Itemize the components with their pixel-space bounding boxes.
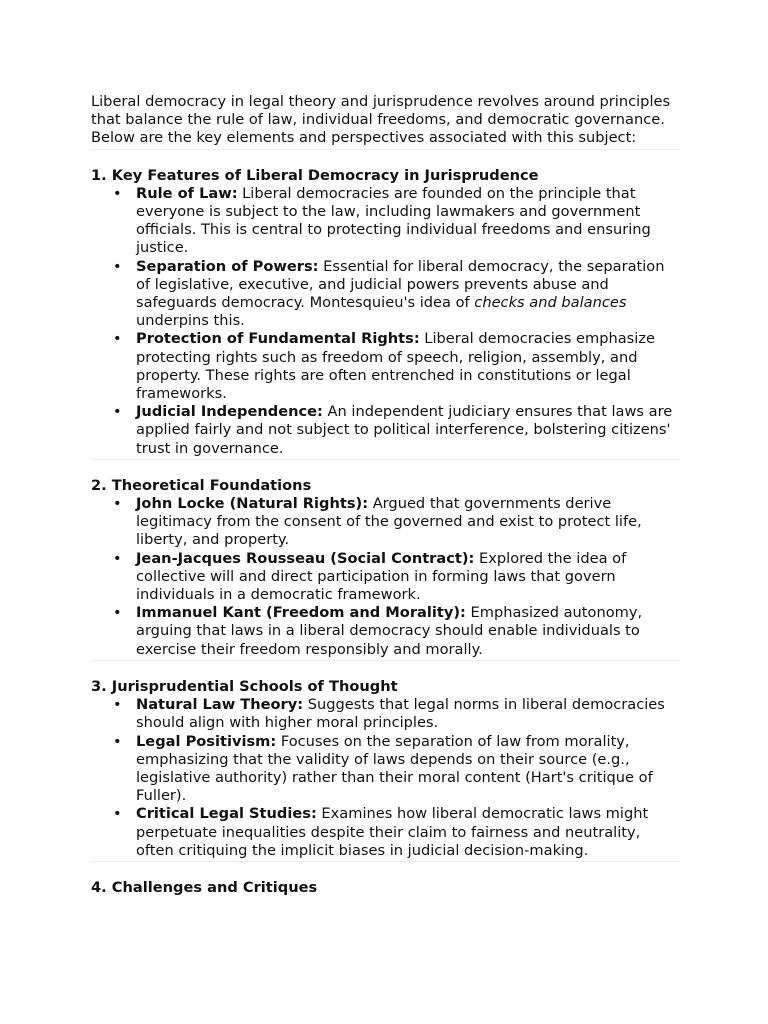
section-challenges	[91, 879, 679, 897]
section-title: 4. Challenges and Critiques	[91, 878, 318, 896]
item-term: Separation of Powers:	[136, 257, 319, 275]
item-term: Immanuel Kant (Freedom and Morality):	[136, 604, 466, 622]
item-text: An independent judiciary ensures that laws are applied fairly and not subject to political interference, bolstering citizens' trust in governance.	[136, 403, 673, 457]
bullet-icon: •	[113, 330, 122, 348]
item-text: Focuses on the separation of law from morality, emphasizing that the validity of laws depends on their source (e.g., legislative authority) rather than their moral content (Hart's critique of Fuller).	[136, 732, 653, 805]
item-text: Essential for liberal democracy, the separation of legislative, executive, and judicial powers prevents abuse and safeguards democracy. Montesquieu's idea of	[136, 257, 665, 312]
section-title: 2. Theoretical Foundations	[91, 476, 312, 494]
item-text: Liberal democracies emphasize protecting rights such as freedom of speech, religion, assembly, and property. These rights are often entrenched in constitutions or legal frameworks.	[136, 330, 655, 403]
list-item	[113, 495, 679, 550]
item-text: Suggests that legal norms in liberal democracies should align with higher moral principles.	[136, 696, 665, 732]
list-item	[113, 330, 679, 403]
list-item	[113, 805, 679, 860]
section-divider	[91, 459, 679, 460]
item-text-continued: underpins this.	[136, 312, 245, 330]
list-item	[113, 257, 679, 331]
bullet-icon: •	[113, 257, 122, 275]
section-schools-of-thought	[91, 678, 679, 860]
bullet-icon: •	[113, 604, 122, 622]
item-term: John Locke (Natural Rights):	[136, 495, 369, 513]
bullet-list	[91, 495, 679, 659]
bullet-icon: •	[113, 495, 122, 513]
list-item	[113, 732, 679, 806]
item-text: Emphasized autonomy, arguing that laws in a liberal democracy should enable individuals to exercise their freedom responsibly and morally.	[136, 604, 643, 658]
list-item	[113, 696, 679, 732]
list-item	[113, 604, 679, 659]
section-divider	[91, 861, 679, 862]
list-item	[113, 184, 679, 258]
item-term: Critical Legal Studies:	[136, 805, 317, 823]
bullet-list	[91, 185, 679, 458]
bullet-icon: •	[113, 549, 122, 567]
intro-paragraph: Liberal democracy in legal theory and jurisprudence revolves around principles that balance the rule of law, individual freedoms, and democratic governance. Below are the key elements and perspectives associated with this subject:	[91, 93, 671, 147]
section-title: 1. Key Features of Liberal Democracy in Jurisprudence	[91, 166, 539, 184]
bullet-icon: •	[113, 403, 122, 421]
bullet-icon: •	[113, 696, 122, 714]
item-term: Judicial Independence:	[136, 403, 323, 421]
item-text: Liberal democracies are founded on the principle that everyone is subject to the law, including lawmakers and government officials. This is central to protecting individual freedoms and ensuring justice.	[136, 184, 651, 257]
item-text: Explored the idea of collective will and direct participation in forming laws that govern individuals in a democratic framework.	[136, 549, 627, 604]
item-term: Legal Positivism:	[136, 732, 277, 750]
section-key-features	[91, 167, 679, 458]
section-divider	[91, 660, 679, 661]
item-term: Natural Law Theory:	[136, 696, 304, 714]
list-item	[113, 403, 679, 458]
document-body	[91, 93, 679, 897]
bullet-icon: •	[113, 184, 122, 202]
item-term: Jean-Jacques Rousseau (Social Contract):	[136, 549, 475, 567]
section-theoretical-foundations	[91, 477, 679, 659]
item-text: Argued that governments derive legitimacy from the consent of the governed and exist to protect life, liberty, and property.	[136, 495, 642, 549]
section-title: 3. Jurisprudential Schools of Thought	[91, 677, 398, 695]
item-term: Protection of Fundamental Rights:	[136, 330, 420, 348]
bullet-list	[91, 696, 679, 860]
section-divider	[91, 149, 679, 150]
bullet-icon: •	[113, 732, 122, 750]
list-item	[113, 549, 679, 605]
item-term: Rule of Law:	[136, 184, 238, 202]
item-emphasis: checks and balances	[474, 294, 627, 312]
bullet-icon: •	[113, 805, 122, 823]
item-text: Examines how liberal democratic laws might perpetuate inequalities despite their claim to fairness and neutrality, often critiquing the implicit biases in judicial decision-making.	[136, 805, 649, 859]
